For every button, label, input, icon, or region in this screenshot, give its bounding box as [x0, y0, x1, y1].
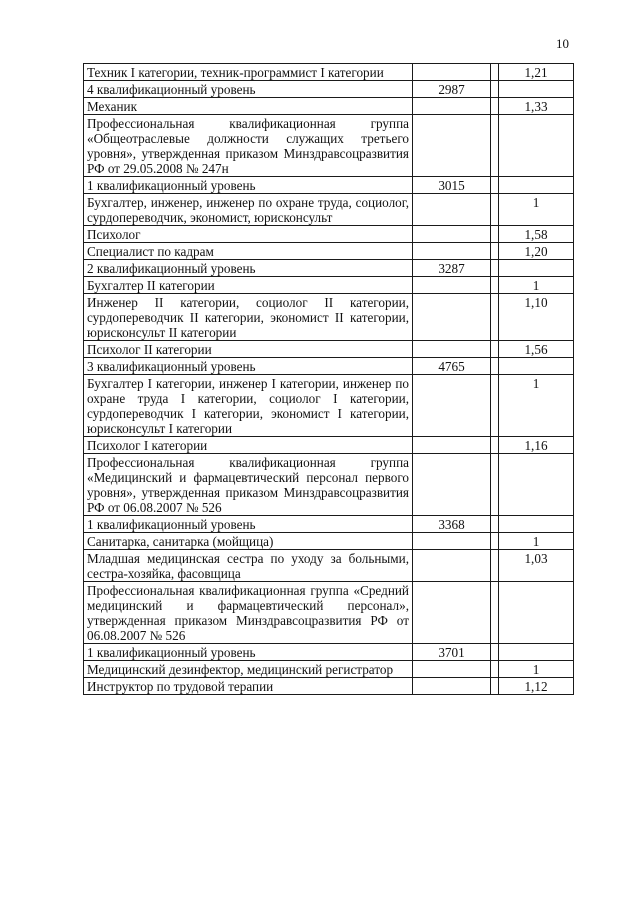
base-salary-cell [413, 243, 491, 260]
base-salary-cell: 4765 [413, 358, 491, 375]
position-name-cell: Профессиональная квалификационная группа «Медицинский и фармацевтический персонал первого уровня», утвержденная приказом Минздравсоцразвития РФ от 06.08.2007 № 526 [84, 454, 413, 516]
empty-cell [491, 260, 499, 277]
position-name-cell: 4 квалификационный уровень [84, 81, 413, 98]
position-name-cell: Медицинский дезинфектор, медицинский регистратор [84, 661, 413, 678]
table-row [84, 64, 574, 81]
base-salary-cell [413, 550, 491, 582]
table-row [84, 260, 574, 277]
table-row [84, 533, 574, 550]
coefficient-cell: 1,10 [499, 294, 574, 341]
coefficient-cell: 1 [499, 277, 574, 294]
table-row [84, 550, 574, 582]
position-name-cell: Младшая медицинская сестра по уходу за больными, сестра-хозяйка, фасовщица [84, 550, 413, 582]
base-salary-cell: 3015 [413, 177, 491, 194]
page-number: 10 [556, 36, 569, 51]
table-row [84, 341, 574, 358]
empty-cell [491, 64, 499, 81]
table-row [84, 454, 574, 516]
base-salary-cell [413, 115, 491, 177]
table-row [84, 98, 574, 115]
table-row [84, 678, 574, 695]
empty-cell [491, 582, 499, 644]
coefficient-cell: 1,58 [499, 226, 574, 243]
coefficient-cell: 1 [499, 533, 574, 550]
position-name-cell: Психолог [84, 226, 413, 243]
base-salary-cell [413, 226, 491, 243]
coefficient-cell: 1 [499, 194, 574, 226]
empty-cell [491, 550, 499, 582]
coefficient-cell [499, 582, 574, 644]
position-name-cell: Механик [84, 98, 413, 115]
base-salary-cell [413, 437, 491, 454]
coefficient-cell [499, 81, 574, 98]
coefficient-cell: 1,12 [499, 678, 574, 695]
table-row [84, 358, 574, 375]
coefficient-cell: 1,33 [499, 98, 574, 115]
empty-cell [491, 243, 499, 260]
table-body [84, 64, 574, 695]
coefficient-cell: 1,03 [499, 550, 574, 582]
coefficient-cell [499, 454, 574, 516]
base-salary-cell: 2987 [413, 81, 491, 98]
coefficient-cell: 1,20 [499, 243, 574, 260]
empty-cell [491, 375, 499, 437]
table-row [84, 226, 574, 243]
empty-cell [491, 277, 499, 294]
salary-table [83, 63, 574, 695]
empty-cell [491, 177, 499, 194]
table-row [84, 582, 574, 644]
coefficient-cell [499, 516, 574, 533]
position-name-cell: Психолог I категории [84, 437, 413, 454]
table-row [84, 115, 574, 177]
coefficient-cell: 1,56 [499, 341, 574, 358]
empty-cell [491, 437, 499, 454]
empty-cell [491, 115, 499, 177]
base-salary-cell [413, 294, 491, 341]
base-salary-cell [413, 341, 491, 358]
base-salary-cell [413, 454, 491, 516]
base-salary-cell: 3368 [413, 516, 491, 533]
empty-cell [491, 294, 499, 341]
coefficient-cell: 1,16 [499, 437, 574, 454]
table-row [84, 661, 574, 678]
empty-cell [491, 358, 499, 375]
table-row [84, 81, 574, 98]
position-name-cell: Профессиональная квалификационная группа «Общеотраслевые должности служащих третьего уровня», утвержденная приказом Минздравсоцразвития РФ от 29.05.2008 № 247н [84, 115, 413, 177]
coefficient-cell [499, 260, 574, 277]
empty-cell [491, 98, 499, 115]
position-name-cell: Техник I категории, техник-программист I категории [84, 64, 413, 81]
empty-cell [491, 661, 499, 678]
coefficient-cell [499, 177, 574, 194]
empty-cell [491, 341, 499, 358]
position-name-cell: Специалист по кадрам [84, 243, 413, 260]
position-name-cell: Инженер II категории, социолог II категории, сурдопереводчик II категории, экономист II категории, юрисконсульт II категории [84, 294, 413, 341]
position-name-cell: 2 квалификационный уровень [84, 260, 413, 277]
coefficient-cell: 1,21 [499, 64, 574, 81]
coefficient-cell: 1 [499, 661, 574, 678]
base-salary-cell: 3701 [413, 644, 491, 661]
table-row [84, 437, 574, 454]
position-name-cell: Бухгалтер, инженер, инженер по охране труда, социолог, сурдопереводчик, экономист, юрисконсульт [84, 194, 413, 226]
table-row [84, 177, 574, 194]
table-row [84, 277, 574, 294]
base-salary-cell [413, 277, 491, 294]
position-name-cell: 3 квалификационный уровень [84, 358, 413, 375]
position-name-cell: Профессиональная квалификационная группа «Средний медицинский и фармацевтический персонал», утвержденная приказом Минздравсоцразвития РФ от 06.08.2007 № 526 [84, 582, 413, 644]
table-row [84, 644, 574, 661]
position-name-cell: 1 квалификационный уровень [84, 644, 413, 661]
position-name-cell: 1 квалификационный уровень [84, 516, 413, 533]
empty-cell [491, 81, 499, 98]
base-salary-cell [413, 678, 491, 695]
base-salary-cell [413, 375, 491, 437]
coefficient-cell [499, 115, 574, 177]
empty-cell [491, 226, 499, 243]
empty-cell [491, 454, 499, 516]
empty-cell [491, 678, 499, 695]
position-name-cell: Психолог II категории [84, 341, 413, 358]
position-name-cell: Санитарка, санитарка (мойщица) [84, 533, 413, 550]
position-name-cell: Инструктор по трудовой терапии [84, 678, 413, 695]
base-salary-cell [413, 194, 491, 226]
table-row [84, 243, 574, 260]
base-salary-cell [413, 582, 491, 644]
coefficient-cell: 1 [499, 375, 574, 437]
table-row [84, 375, 574, 437]
table-row [84, 294, 574, 341]
coefficient-cell [499, 644, 574, 661]
empty-cell [491, 516, 499, 533]
base-salary-cell [413, 533, 491, 550]
base-salary-cell: 3287 [413, 260, 491, 277]
position-name-cell: 1 квалификационный уровень [84, 177, 413, 194]
empty-cell [491, 533, 499, 550]
coefficient-cell [499, 358, 574, 375]
position-name-cell: Бухгалтер I категории, инженер I категории, инженер по охране труда I категории, социолог I категории, сурдопереводчик I категории, экономист I категории, юрисконсульт I категории [84, 375, 413, 437]
empty-cell [491, 194, 499, 226]
base-salary-cell [413, 661, 491, 678]
empty-cell [491, 644, 499, 661]
position-name-cell: Бухгалтер II категории [84, 277, 413, 294]
base-salary-cell [413, 98, 491, 115]
table-row [84, 516, 574, 533]
table-row [84, 194, 574, 226]
base-salary-cell [413, 64, 491, 81]
